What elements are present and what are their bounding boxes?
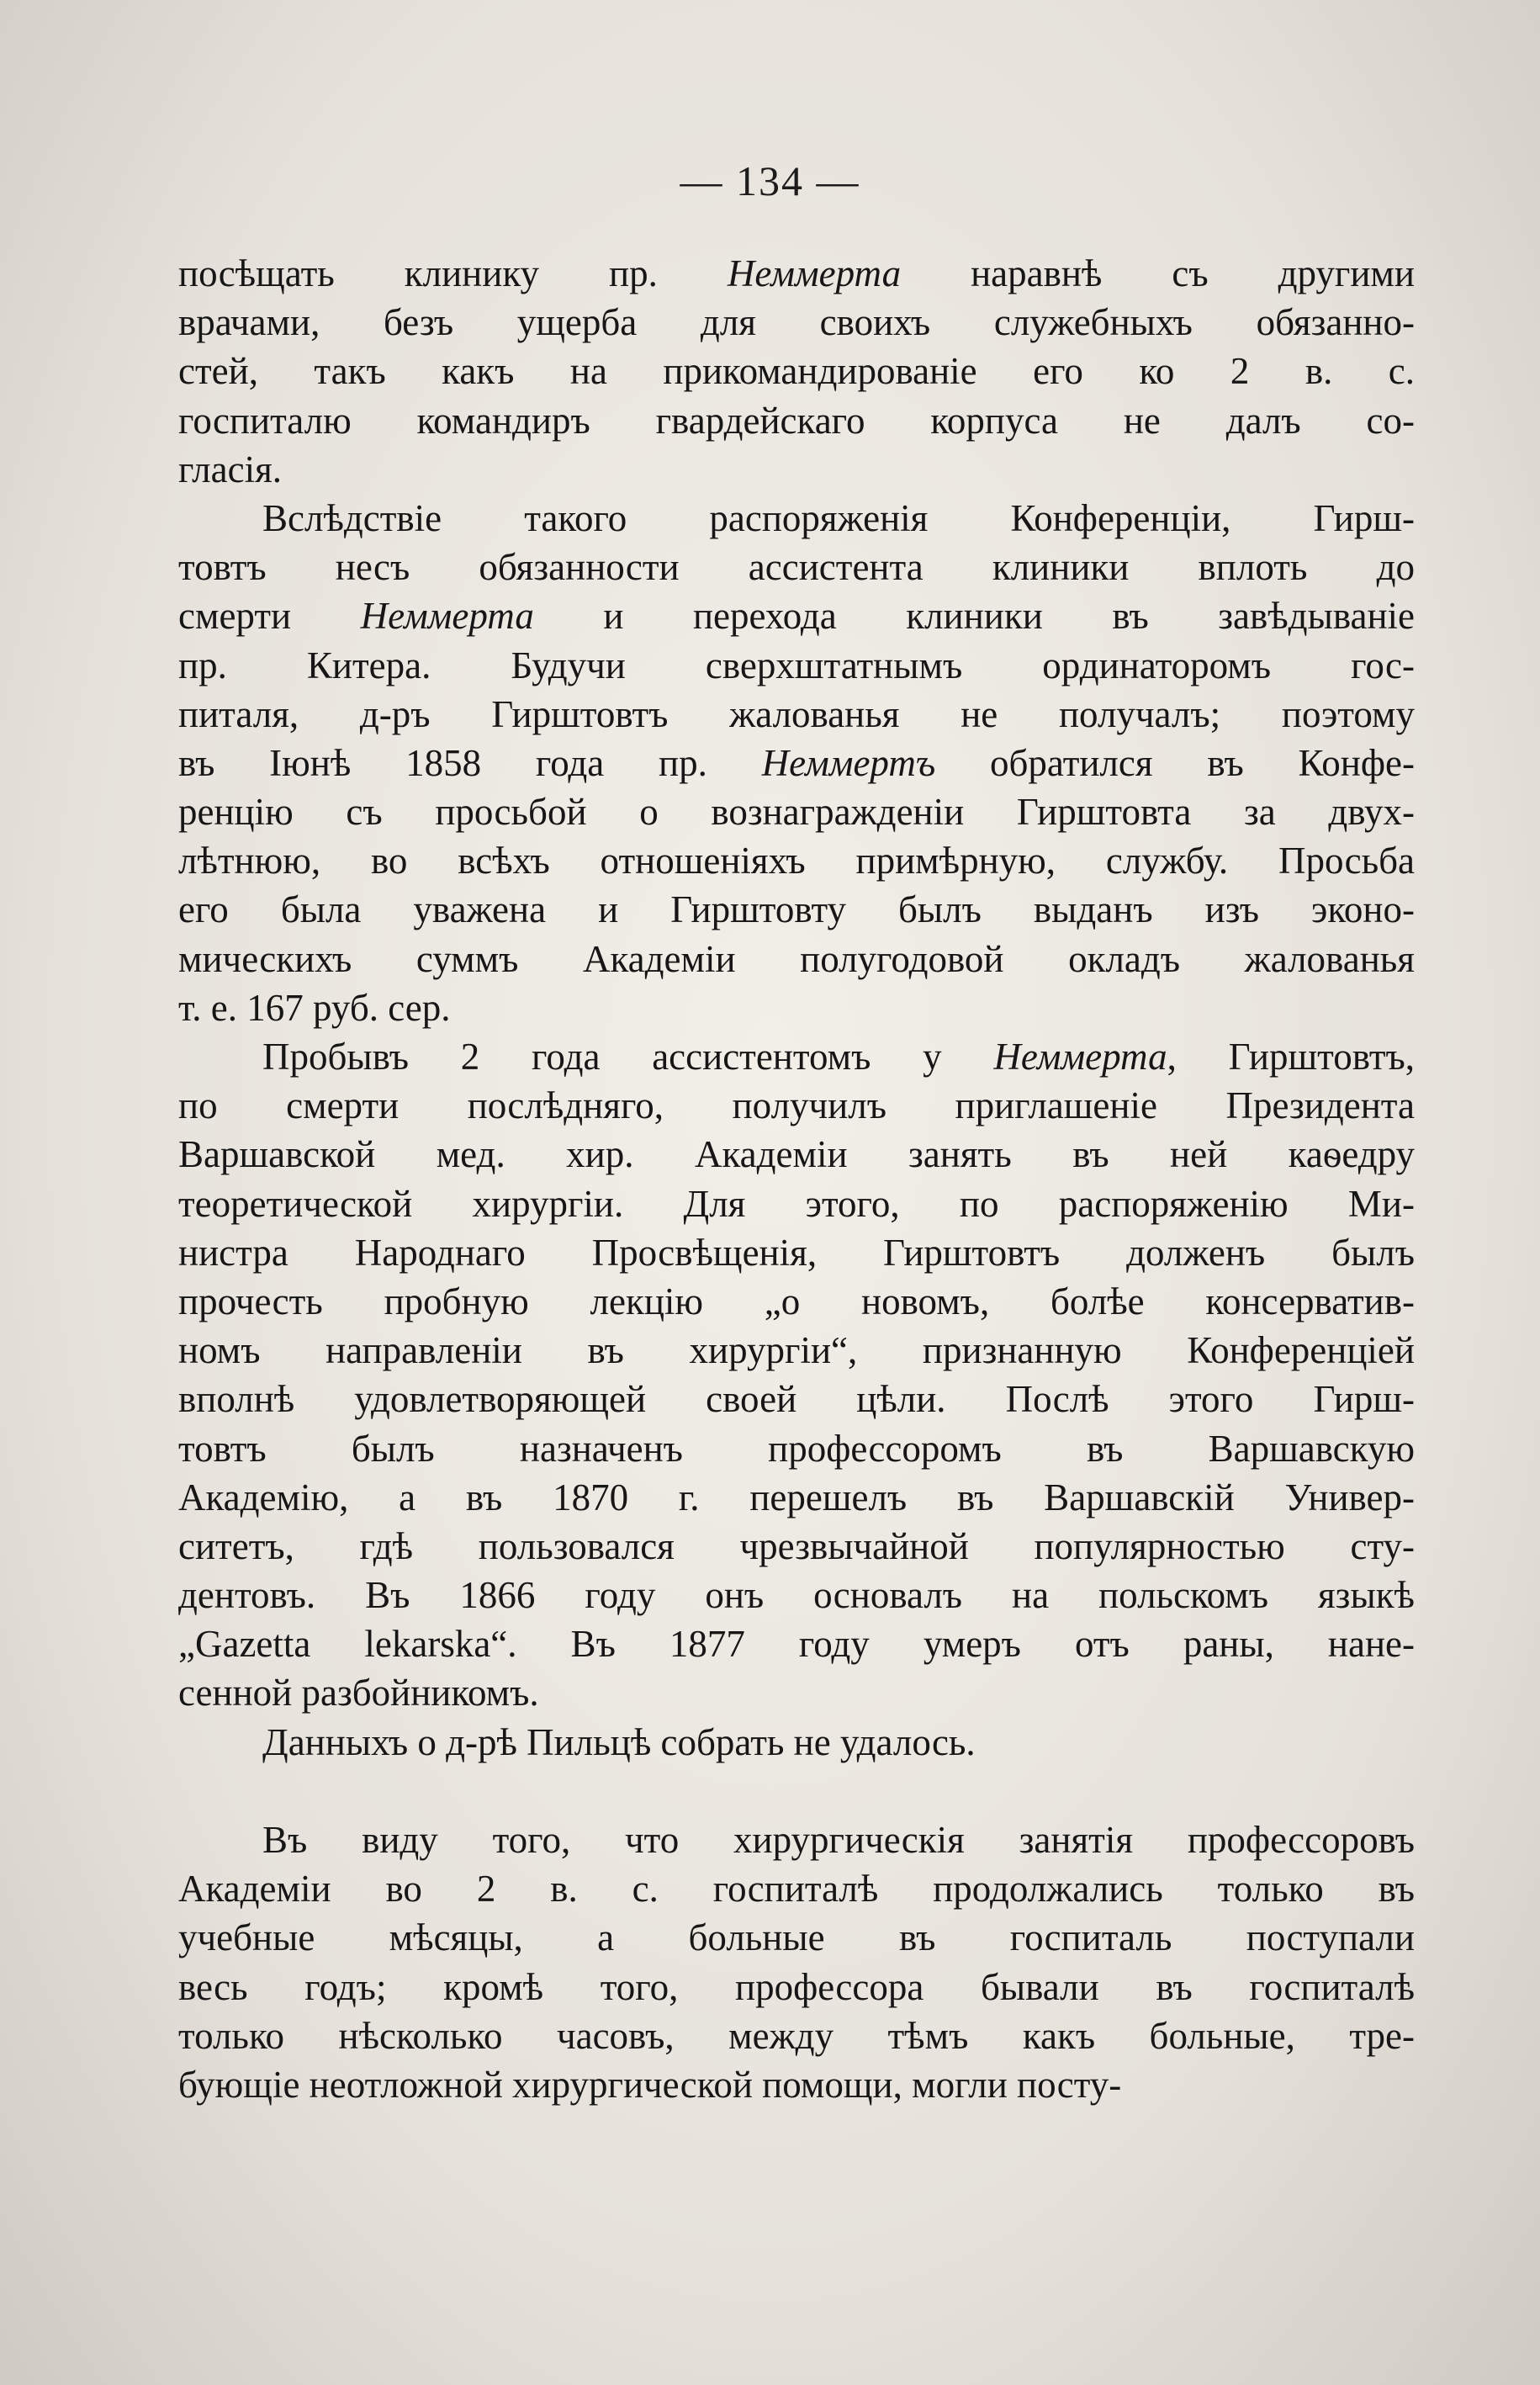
text-run: сенной разбойникомъ.: [178, 1672, 539, 1715]
text-run: гласія.: [178, 448, 283, 490]
text-line: [178, 1081, 1415, 1130]
text-line: [178, 2011, 1415, 2060]
text-run: посѣщать клинику пр.: [178, 252, 728, 294]
text-line: [178, 347, 1415, 395]
text-run: учебные мѣсяцы, а больные въ госпиталь поступали: [178, 1916, 1415, 1959]
text-run: смерти: [178, 595, 361, 638]
text-line: [178, 1424, 1415, 1473]
text-run: „Gazetta lekarska“. Въ 1877 году умеръ отъ раны, нане-: [178, 1623, 1415, 1666]
page-number: — 134 —: [680, 157, 860, 204]
text-line: [178, 1326, 1415, 1375]
text-run: номъ направленіи въ хирургіи“, признанную Конференціей: [178, 1329, 1415, 1372]
text-line: [178, 396, 1415, 445]
italic-name: Неммерта: [360, 595, 534, 638]
text-line: [178, 787, 1415, 836]
text-line: [178, 935, 1415, 983]
text-line: [178, 1668, 1415, 1717]
text-line: [178, 1473, 1415, 1522]
text-line: [178, 1619, 1415, 1668]
text-line: [178, 1032, 1415, 1081]
text-run: товтъ несъ обязанности ассистента клиники вплоть до: [178, 546, 1415, 589]
text-run: вполнѣ удовлетворяющей своей цѣли. Послѣ этого Гирш-: [178, 1378, 1415, 1421]
text-line: [178, 1277, 1415, 1326]
text-run: ренцію съ просьбой о вознагражденіи Гирштовта за двух-: [178, 791, 1415, 834]
text-run: теоретической хирургіи. Для этого, по распоряженію Ми-: [178, 1182, 1415, 1225]
text-run: Данныхъ о д-рѣ Пильцѣ собрать не удалось.: [262, 1720, 976, 1763]
text-line: [178, 641, 1415, 690]
text-line: [178, 1179, 1415, 1228]
text-run: Пробывъ 2 года ассистентомъ у: [262, 1036, 994, 1078]
text-line: [178, 983, 1415, 1032]
text-line: [178, 739, 1415, 787]
text-line: [178, 1718, 1415, 1767]
text-line: [178, 1130, 1415, 1179]
text-run: , Гирштовтъ,: [1167, 1036, 1415, 1078]
text-run: только нѣсколько часовъ, между тѣмъ какъ больные, тре-: [178, 2014, 1415, 2057]
text-line: [178, 836, 1415, 885]
italic-name: Неммерта: [993, 1036, 1167, 1078]
text-run: нистра Народнаго Просвѣщенія, Гирштовтъ долженъ былъ: [178, 1231, 1415, 1274]
text-line: [178, 543, 1415, 591]
italic-name: Неммертъ: [761, 741, 936, 784]
text-line: [178, 1963, 1415, 2011]
text-run: лѣтнюю, во всѣхъ отношеніяхъ примѣрную, службу. Просьба: [178, 840, 1415, 882]
text-run: бующіе неотложной хирургической помощи, могли посту-: [178, 2063, 1122, 2106]
text-run: питаля, д-ръ Гирштовтъ жалованья не получалъ; поэтому: [178, 692, 1415, 735]
text-run: стей, такъ какъ на прикомандированіе его ко 2 в. с.: [178, 350, 1415, 393]
text-run: госпиталю командиръ гвардейскаго корпуса не далъ со-: [178, 399, 1415, 442]
text-line: [178, 249, 1415, 298]
text-line: [178, 1375, 1415, 1423]
text-line: [178, 885, 1415, 934]
text-run: пр. Китера. Будучи сверхштатнымъ ординаторомъ гос-: [178, 644, 1415, 686]
text-line: [178, 445, 1415, 494]
text-run: и перехода клиники въ завѣдываніе: [533, 595, 1415, 638]
text-line: [178, 1913, 1415, 1962]
paragraph-spacer: [178, 1767, 1415, 1815]
text-run: товтъ былъ назначенъ профессоромъ въ Варшавскую: [178, 1427, 1415, 1470]
text-line: [178, 1864, 1415, 1913]
text-run: по смерти послѣдняго, получилъ приглашеніе Президента: [178, 1084, 1415, 1127]
text-line: [178, 1815, 1415, 1864]
text-run: дентовъ. Въ 1866 году онъ основалъ на польскомъ языкѣ: [178, 1574, 1415, 1617]
text-line: [178, 1228, 1415, 1277]
text-line: [178, 2060, 1415, 2109]
text-run: весь годъ; кромѣ того, профессора бывали въ госпиталѣ: [178, 1965, 1415, 2008]
text-run: Варшавской мед. хир. Академіи занять въ ней каѳедру: [178, 1133, 1415, 1176]
text-run: прочесть пробную лекцію „о новомъ, болѣе консерватив-: [178, 1280, 1415, 1322]
text-run: ситетъ, гдѣ пользовался чрезвычайной популярностью сту-: [178, 1524, 1415, 1567]
text-line: [178, 690, 1415, 739]
text-line: [178, 298, 1415, 347]
text-run: наравнѣ съ другими: [901, 252, 1415, 294]
text-run: врачами, безъ ущерба для своихъ служебныхъ обязанно-: [178, 301, 1415, 344]
text-line: [178, 494, 1415, 543]
text-run: Академіи во 2 в. с. госпиталѣ продолжались только въ: [178, 1868, 1415, 1911]
italic-name: Неммерта: [727, 252, 902, 294]
text-run: въ Іюнѣ 1858 года пр.: [178, 741, 762, 784]
text-line: [178, 1571, 1415, 1619]
text-run: Академію, а въ 1870 г. перешелъ въ Варшавскій Универ-: [178, 1476, 1415, 1518]
body-text: [178, 249, 1415, 2109]
text-run: Вслѣдствіе такого распоряженія Конференціи, Гирш-: [262, 496, 1415, 539]
text-line: [178, 591, 1415, 640]
text-run: Въ виду того, что хирургическія занятія профессоровъ: [262, 1819, 1415, 1861]
text-run: мическихъ суммъ Академіи полугодовой окладъ жалованья: [178, 937, 1415, 980]
text-run: т. е. 167 руб. сер.: [178, 986, 451, 1029]
text-line: [178, 1522, 1415, 1571]
text-run: его была уважена и Гирштовту былъ выданъ изъ эконо-: [178, 888, 1415, 931]
text-run: обратился въ Конфе-: [935, 741, 1415, 784]
